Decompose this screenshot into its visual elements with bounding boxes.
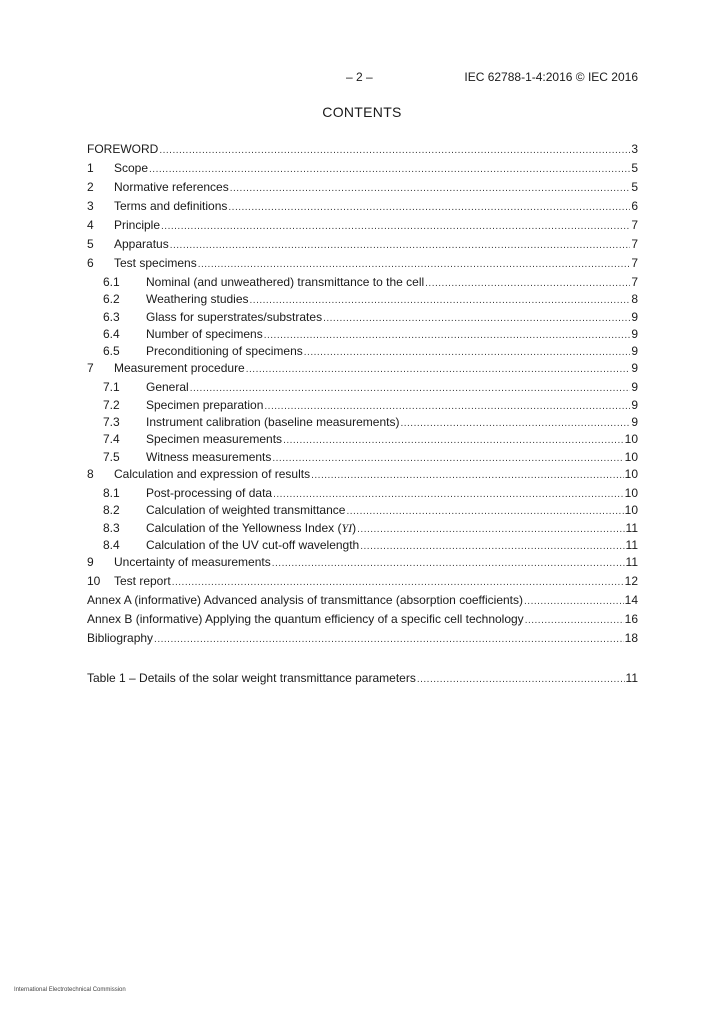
toc-entry-page: 11 [625, 520, 638, 535]
toc-entry[interactable] [87, 218, 638, 237]
toc-entry[interactable] [87, 327, 638, 344]
toc-entry-number: 3 [87, 199, 94, 213]
toc-entry-number: 6.1 [103, 275, 120, 289]
toc-entry-label: Glass for superstrates/substrates [146, 309, 323, 324]
toc-entry-page: 9 [631, 309, 638, 324]
toc-entry-number: 4 [87, 218, 94, 232]
toc-entry[interactable] [87, 398, 638, 415]
toc-entry-label: Witness measurements [146, 449, 272, 464]
toc-dot-leader [190, 383, 631, 394]
toc-entry-number: 8 [87, 466, 94, 481]
toc-dot-leader [230, 183, 631, 194]
toc-entry-label: Test specimens [114, 256, 197, 270]
toc-entry-page: 5 [631, 161, 638, 175]
toc-entry-number: 6 [87, 256, 94, 270]
toc-entry[interactable] [87, 432, 638, 449]
toc-entry-label: Nominal (and unweathered) transmittance to the cell [146, 275, 425, 289]
toc-entry-label: Scope [114, 161, 149, 175]
toc-entry-page: 16 [624, 612, 638, 627]
toc-entry-page: 10 [624, 503, 638, 518]
toc-entry-number: 7.2 [103, 397, 120, 412]
table-of-contents [87, 142, 638, 690]
toc-entry-number: 7.1 [103, 380, 120, 395]
toc-entry-label: Preconditioning of specimens [146, 344, 303, 359]
toc-entry-number: 8.2 [103, 503, 120, 518]
toc-entry-label: Instrument calibration (baseline measurements) [146, 415, 400, 430]
toc-entry-label: Bibliography [87, 631, 154, 646]
toc-entry-label: Calculation of weighted transmittance [146, 503, 346, 518]
toc-entry-page: 14 [624, 593, 638, 608]
toc-dot-leader [272, 558, 625, 569]
toc-entry[interactable] [87, 555, 638, 574]
toc-entry-number: 8.4 [103, 537, 120, 552]
toc-entry[interactable] [87, 275, 638, 292]
toc-entry-label: Calculation of the UV cut-off wavelength [146, 537, 360, 552]
toc-entry[interactable] [87, 521, 638, 538]
toc-entry[interactable] [87, 161, 638, 180]
toc-dot-leader [273, 489, 624, 500]
toc-entry-label: Annex B (informative) Applying the quantum efficiency of a specific cell technology [87, 612, 524, 627]
toc-dot-leader [161, 221, 630, 232]
toc-entry[interactable] [87, 503, 638, 520]
toc-entry-number: 6.5 [103, 344, 120, 359]
toc-entry-label: Number of specimens [146, 326, 263, 341]
toc-entry-label: FOREWORD [87, 142, 159, 156]
toc-entry-number: 6.2 [103, 292, 120, 307]
toc-dot-leader [425, 278, 630, 289]
toc-entry[interactable] [87, 142, 638, 161]
toc-dot-leader [228, 202, 630, 213]
toc-dot-leader [417, 674, 625, 685]
toc-dot-leader [323, 313, 630, 324]
footer-organization: International Electrotechnical Commission [14, 987, 126, 993]
toc-entry-page: 10 [624, 466, 638, 481]
toc-entry-label: Calculation of the Yellowness Index (YI) [146, 520, 357, 535]
toc-dot-leader [400, 418, 630, 429]
toc-dot-leader [304, 347, 631, 358]
toc-entry-number: 8.3 [103, 520, 120, 535]
toc-entry-number: 7 [87, 361, 94, 376]
toc-entry[interactable] [87, 180, 638, 199]
toc-dot-leader [198, 259, 631, 270]
toc-entry[interactable] [87, 415, 638, 432]
toc-entry[interactable] [87, 574, 638, 593]
toc-entry-label: Measurement procedure [114, 361, 245, 376]
toc-entry-page: 11 [625, 671, 638, 686]
toc-entry-page: 9 [631, 397, 638, 412]
toc-entry-label: Post-processing of data [146, 485, 273, 500]
toc-entry-number: 2 [87, 180, 94, 194]
toc-dot-leader [346, 506, 623, 517]
toc-entry-label: Test report [114, 574, 171, 589]
toc-entry[interactable] [87, 467, 638, 486]
toc-entry-label: General [146, 380, 189, 395]
page-number: – 2 – [346, 70, 373, 84]
toc-entry-page: 7 [631, 218, 638, 232]
toc-entry-label: Specimen measurements [146, 432, 283, 447]
toc-dot-leader [311, 470, 624, 481]
toc-dot-leader [264, 330, 631, 341]
toc-entry[interactable] [87, 256, 638, 275]
toc-entry-number: 10 [87, 574, 101, 589]
toc-dot-leader [149, 164, 630, 175]
toc-entry-page: 10 [624, 485, 638, 500]
toc-entry-page: 11 [625, 537, 638, 552]
toc-entry-page: 11 [625, 555, 638, 570]
toc-entry-page: 9 [631, 326, 638, 341]
toc-dot-leader [357, 524, 624, 535]
toc-dot-leader [272, 453, 623, 464]
toc-entry[interactable] [87, 344, 638, 361]
toc-entry-label: Table 1 – Details of the solar weight transmittance parameters [87, 671, 416, 686]
document-reference: IEC 62788-1-4:2016 © IEC 2016 [464, 70, 638, 84]
toc-entry-label: Principle [114, 218, 161, 232]
toc-entry-number: 8.1 [103, 485, 120, 500]
toc-entry-page: 7 [631, 237, 638, 251]
toc-entry[interactable] [87, 486, 638, 503]
toc-entry-label: Apparatus [114, 237, 169, 251]
toc-entry-number: 9 [87, 555, 94, 570]
toc-entry-page: 9 [631, 415, 638, 430]
list-of-tables-entry[interactable] [87, 671, 638, 690]
toc-entry-label: Annex A (informative) Advanced analysis of transmittance (absorption coefficients) [87, 593, 524, 608]
toc-entry[interactable] [87, 612, 638, 631]
toc-entry-page: 8 [631, 292, 638, 307]
toc-entry[interactable] [87, 450, 638, 467]
toc-dot-leader [525, 615, 624, 626]
toc-entry-number: 7.5 [103, 449, 120, 464]
toc-entry-label: Specimen preparation [146, 397, 264, 412]
toc-dot-leader [264, 401, 630, 412]
toc-dot-leader [159, 145, 630, 156]
section-gap [87, 650, 638, 671]
toc-entry-label: Uncertainty of measurements [114, 555, 271, 570]
toc-dot-leader [154, 634, 624, 645]
toc-dot-leader [170, 240, 631, 251]
toc-entry-page: 9 [631, 380, 638, 395]
toc-entry-page: 9 [631, 344, 638, 359]
toc-entry-number: 6.4 [103, 326, 120, 341]
toc-entry-page: 18 [624, 631, 638, 646]
toc-entry[interactable] [87, 361, 638, 380]
toc-entry-number: 7.3 [103, 415, 120, 430]
toc-entry-number: 5 [87, 237, 94, 251]
toc-entry-page: 10 [624, 432, 638, 447]
toc-dot-leader [524, 596, 624, 607]
toc-entry[interactable] [87, 631, 638, 650]
toc-entry-page: 7 [631, 256, 638, 270]
toc-dot-leader [250, 295, 631, 306]
toc-entry-page: 6 [631, 199, 638, 213]
toc-entry[interactable] [87, 292, 638, 309]
toc-entry-number: 7.4 [103, 432, 120, 447]
toc-entry[interactable] [87, 237, 638, 256]
toc-entry-number: 6.3 [103, 309, 120, 324]
toc-entry-page: 9 [631, 361, 638, 376]
toc-entry[interactable] [87, 310, 638, 327]
toc-entry-page: 12 [624, 574, 638, 589]
toc-entry-page: 10 [624, 449, 638, 464]
toc-entry[interactable] [87, 538, 638, 555]
toc-dot-leader [283, 435, 624, 446]
toc-entry-label: Normative references [114, 180, 229, 194]
contents-title: CONTENTS [322, 104, 402, 120]
toc-entry-label: Calculation and expression of results [114, 466, 311, 481]
toc-dot-leader [360, 541, 624, 552]
toc-entry[interactable] [87, 199, 638, 218]
toc-dot-leader [172, 577, 624, 588]
toc-dot-leader [246, 364, 631, 375]
toc-entry-page: 5 [631, 180, 638, 194]
toc-entry-label: Terms and definitions [114, 199, 228, 213]
toc-entry-page: 7 [631, 275, 638, 289]
toc-entry-page: 3 [631, 142, 638, 156]
toc-entry[interactable] [87, 593, 638, 612]
toc-entry-label: Weathering studies [146, 292, 249, 307]
toc-entry-number: 1 [87, 161, 94, 175]
toc-entry[interactable] [87, 380, 638, 397]
